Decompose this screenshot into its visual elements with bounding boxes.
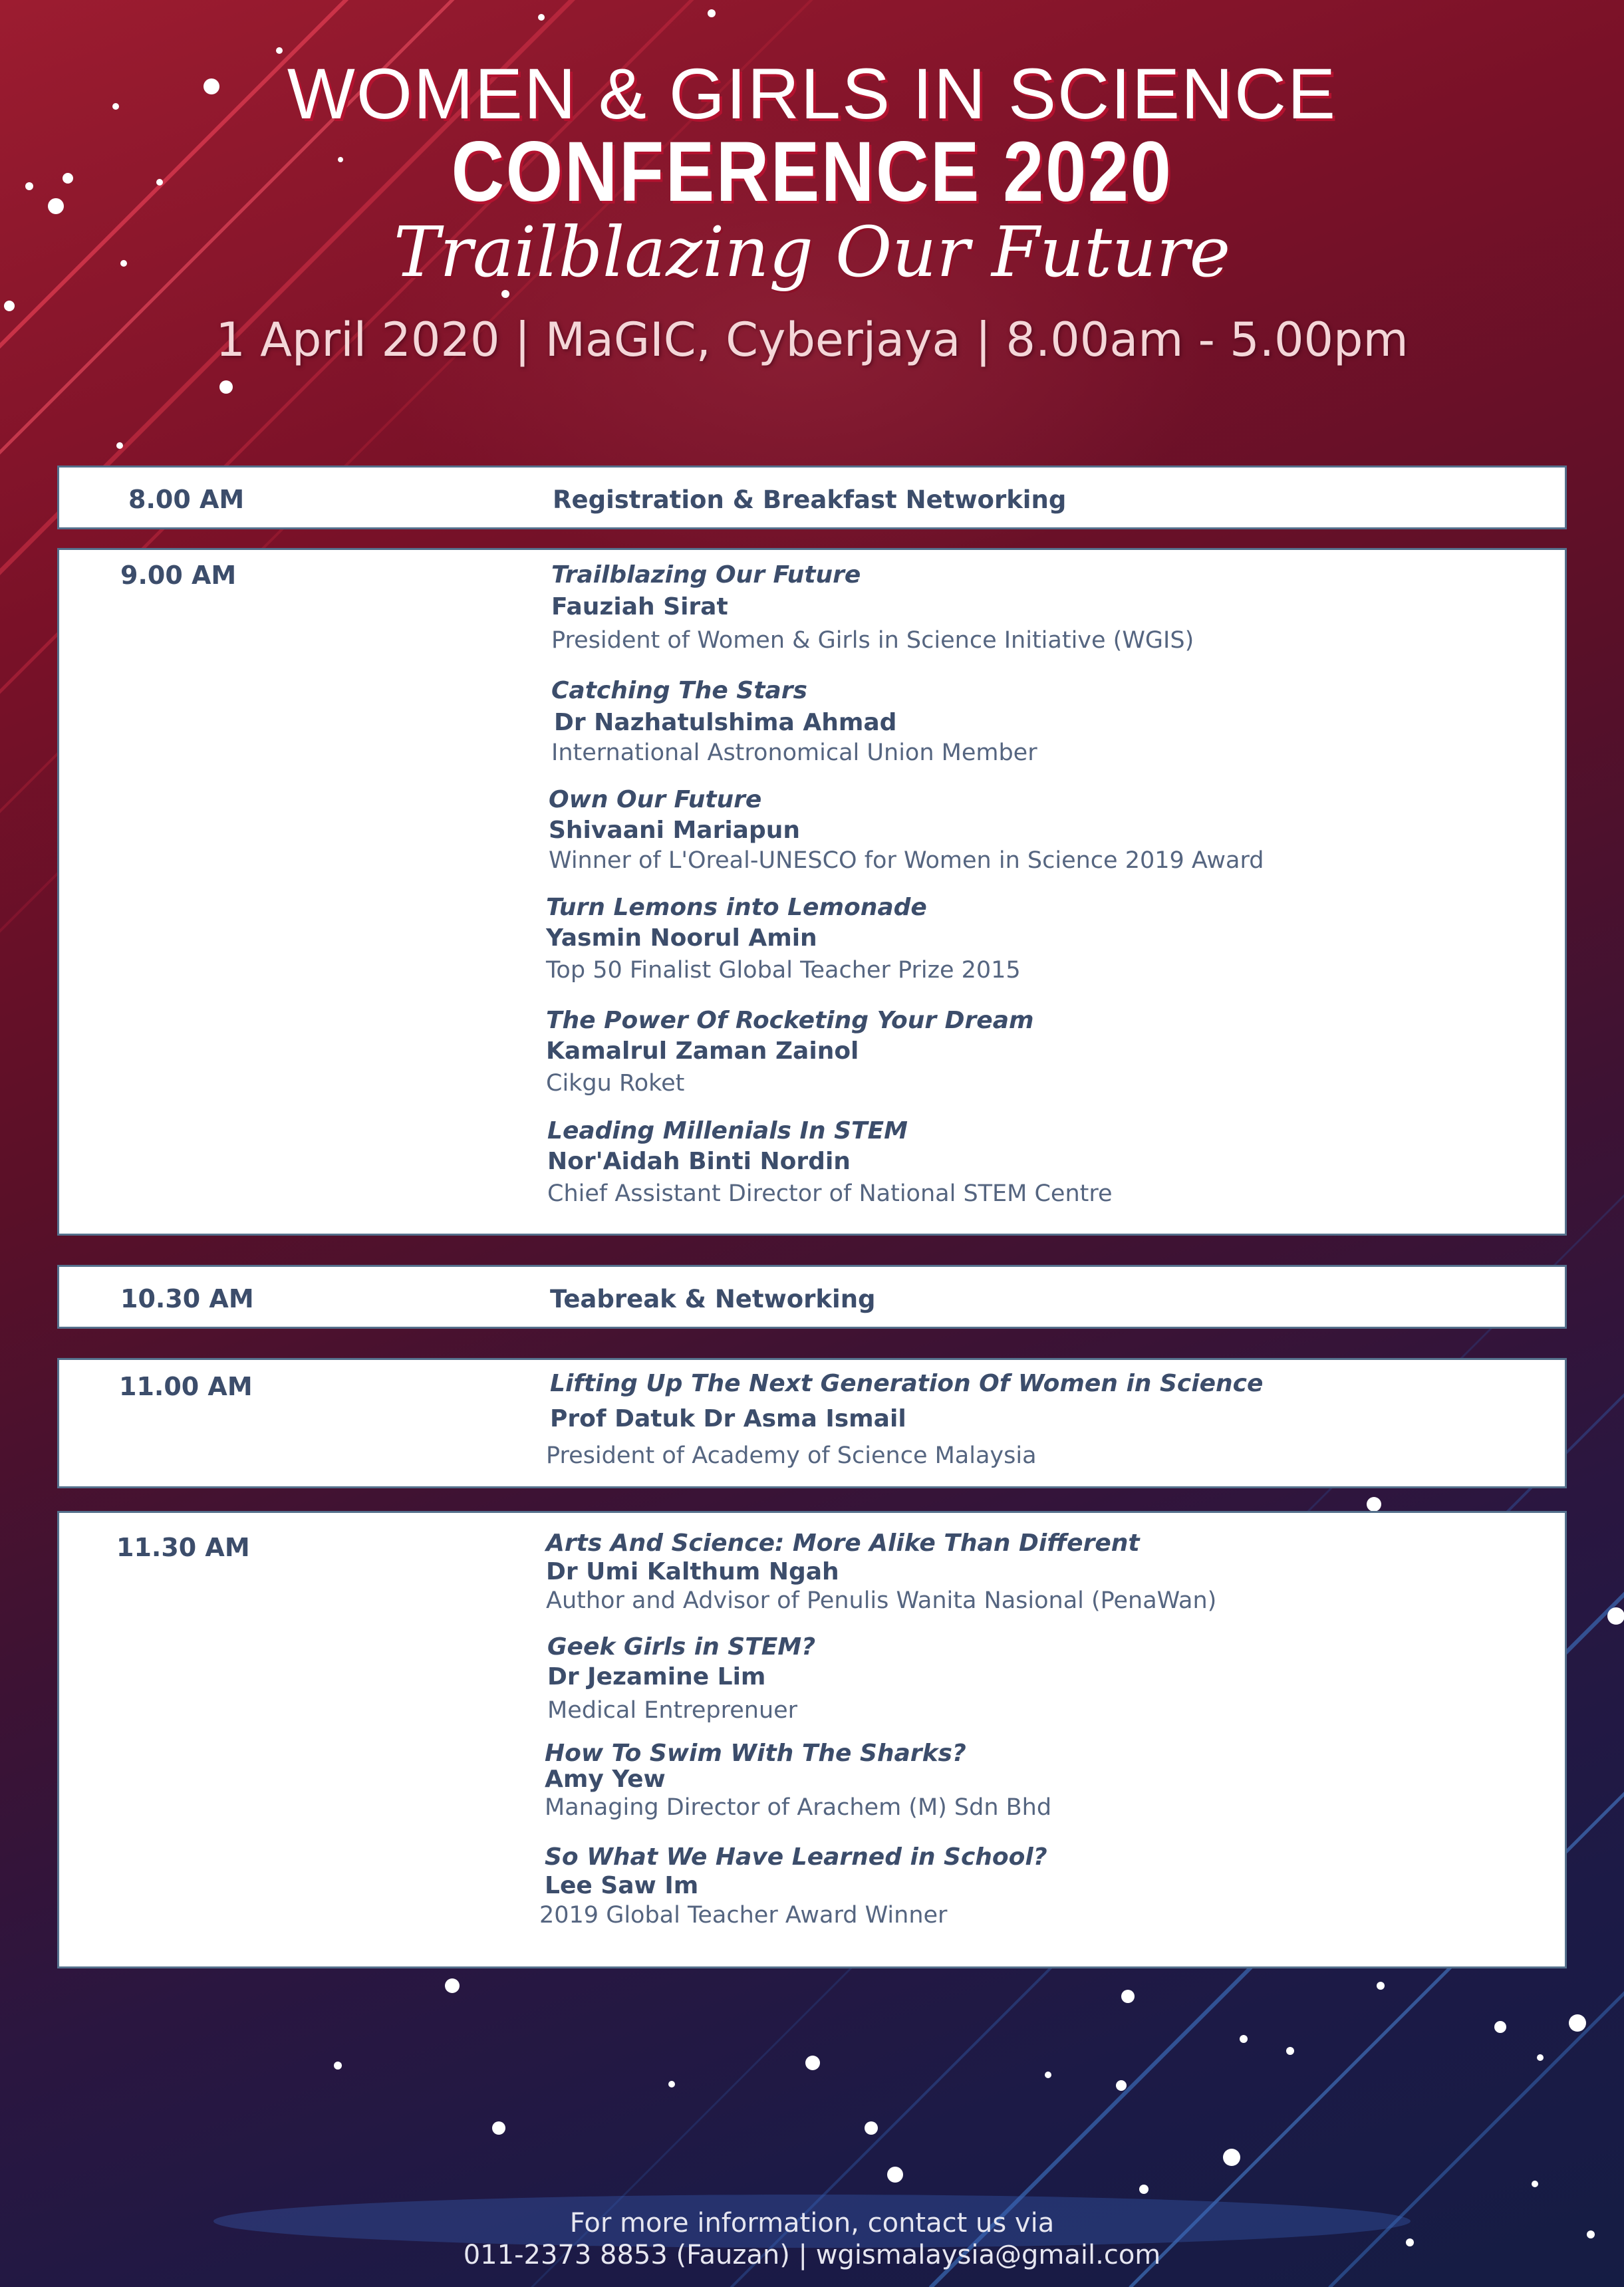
talk-title: Catching The Stars xyxy=(551,677,807,704)
talk-item xyxy=(546,1368,1264,1473)
session-label: Teabreak & Networking xyxy=(550,1285,876,1313)
session-block-1100 xyxy=(57,1358,1567,1488)
session-label: Registration & Breakfast Networking xyxy=(553,485,1067,514)
speaker-role: International Astronomical Union Member xyxy=(551,740,1037,766)
conference-title: WOMEN & GIRLS IN SCIENCE xyxy=(287,53,1337,134)
talk-item xyxy=(546,892,1021,988)
session-block-1130 xyxy=(57,1511,1567,1968)
talk-title: Leading Millenials In STEM xyxy=(547,1117,908,1144)
talk-title: The Power Of Rocketing Your Dream xyxy=(546,1007,1034,1034)
speaker-role: 2019 Global Teacher Award Winner xyxy=(539,1902,948,1929)
time-label: 11.30 AM xyxy=(116,1533,250,1562)
talk-title: How To Swim With The Sharks? xyxy=(545,1740,966,1767)
talk-title: So What We Have Learned in School? xyxy=(545,1843,1047,1871)
speaker-role: Cikgu Roket xyxy=(546,1070,685,1097)
speaker-name: Yasmin Noorul Amin xyxy=(546,924,817,952)
contact-details: 011-2373 8853 (Fauzan) | wgismalaysia@gmail.com xyxy=(463,2240,1161,2270)
talk-title: Trailblazing Our Future xyxy=(551,561,861,589)
speaker-name: Kamalrul Zaman Zainol xyxy=(546,1037,859,1065)
teabreak-block xyxy=(57,1265,1567,1329)
talk-item xyxy=(546,1529,1216,1615)
speaker-name: Prof Datuk Dr Asma Ismail xyxy=(550,1405,906,1432)
time-label: 8.00 AM xyxy=(128,485,245,514)
talk-item xyxy=(546,1005,1034,1101)
speaker-role: Top 50 Finalist Global Teacher Prize 2015 xyxy=(546,957,1021,984)
talk-item xyxy=(551,559,1194,658)
time-label: 11.00 AM xyxy=(119,1372,253,1401)
talk-title: Turn Lemons into Lemonade xyxy=(546,894,927,921)
speaker-role: Author and Advisor of Penulis Wanita Nasional (PenaWan) xyxy=(546,1587,1217,1614)
speaker-role: President of Women & Girls in Science Initiative (WGIS) xyxy=(551,627,1194,654)
talk-title: Geek Girls in STEM? xyxy=(547,1633,816,1661)
speaker-name: Shivaani Mariapun xyxy=(549,817,800,844)
speaker-role: Winner of L'Oreal-UNESCO for Women in Science 2019 Award xyxy=(549,847,1264,874)
speaker-name: Lee Saw Im xyxy=(545,1872,699,1899)
tagline: Trailblazing Our Future xyxy=(393,211,1231,293)
speaker-name: Fauziah Sirat xyxy=(551,593,728,620)
speaker-name: Dr Nazhatulshima Ahmad xyxy=(554,709,897,736)
talk-item xyxy=(547,1115,1113,1211)
event-details: 1 April 2020 | MaGIC, Cyberjaya | 8.00am - 5.00pm xyxy=(215,313,1409,367)
talk-item xyxy=(549,784,1264,876)
talk-title: Arts And Science: More Alike Than Different xyxy=(546,1530,1140,1557)
contact-intro: For more information, contact us via xyxy=(569,2208,1055,2238)
time-label: 9.00 AM xyxy=(120,561,237,590)
registration-block xyxy=(57,466,1567,529)
talk-item xyxy=(547,1633,815,1728)
time-label: 10.30 AM xyxy=(120,1284,254,1313)
speaker-name: Nor'Aidah Binti Nordin xyxy=(547,1148,851,1175)
session-block-0900 xyxy=(57,548,1567,1236)
speaker-name: Amy Yew xyxy=(545,1766,666,1793)
speaker-role: Chief Assistant Director of National STEM Centre xyxy=(547,1180,1113,1207)
talk-title: Own Our Future xyxy=(549,786,762,813)
talk-item xyxy=(545,1739,1051,1824)
speaker-name: Dr Jezamine Lim xyxy=(547,1663,766,1690)
speaker-name: Dr Umi Kalthum Ngah xyxy=(546,1558,839,1585)
speaker-role: Medical Entreprenuer xyxy=(547,1697,798,1724)
talk-item xyxy=(539,1843,1047,1931)
speaker-role: Managing Director of Arachem (M) Sdn Bhd xyxy=(545,1794,1052,1821)
conference-subtitle: CONFERENCE 2020 xyxy=(451,124,1173,219)
speaker-role: President of Academy of Science Malaysia xyxy=(546,1442,1037,1469)
talk-item xyxy=(551,675,1037,767)
talk-title: Lifting Up The Next Generation Of Women in Science xyxy=(550,1370,1264,1397)
